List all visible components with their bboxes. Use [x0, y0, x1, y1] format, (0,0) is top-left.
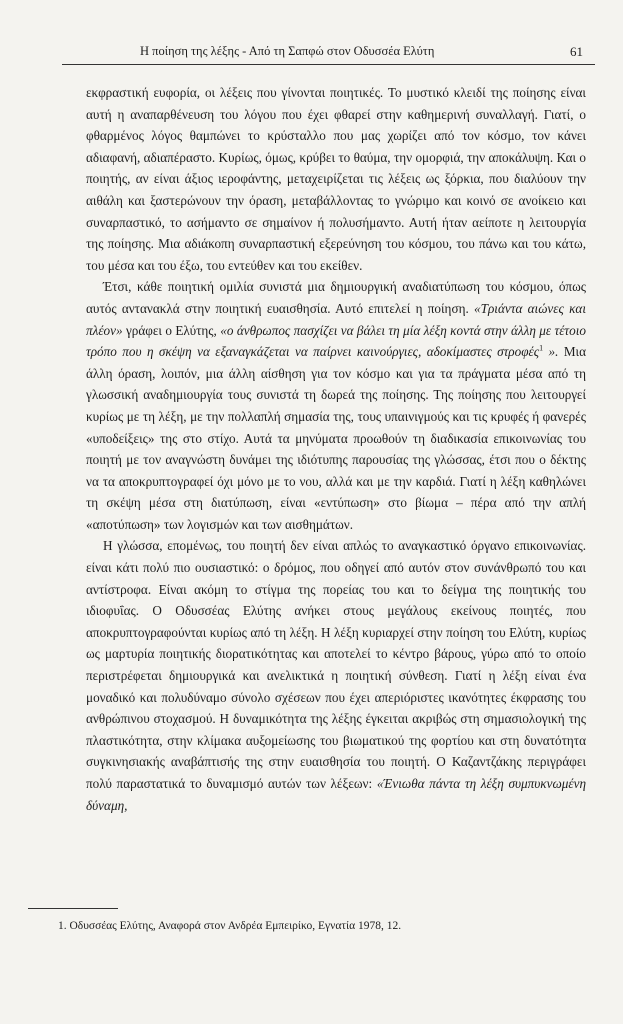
header-rule — [62, 64, 595, 65]
footnote-rule — [28, 908, 118, 909]
paragraph-text: εκφραστική ευφορία, οι λέξεις που γίνονται ποιητικές. Το μυστικό κλειδί της ποίησης είναι αυτή η αναπαρθένευση του λόγου που έχει φθαρεί στην καθημερινή συναλλαγή. Γιατί, ο φθαρμένος λόγος θαμπώνει το κρύσταλλο που μας χωρίζει από τον κόσμο, τον κάνει αδιαφανή, αδιαπέραστο. Κυρίως, όμως, κρύβει το θαύμα, την ομορφιά, την αποκάλυψη. Και ο ποιητής, αν είναι άξιος ιεροφάντης, μεταχειρίζεται τις λέξεις ως ξόρκια, που διαλύουν την αιθάλη και ξαστερώνουν την όραση, μεταβάλλοντας το γνώριμο και κοινό σε ανοίκειο και συναρπαστικό, το ασήμαντο σε σημαίνον ή πολυσήμαντο. Αυτή ήταν αείποτε η λειτουργία της ποίησης. Μια αδιάκοπη συναρπαστική εξερεύνηση του κόσμου, του πάνω και του κάτω, του μέσα και του έξω, του εντεύθεν και του εκείθεν. — [86, 85, 586, 273]
paragraph-3 — [86, 535, 586, 816]
quote-close: ». — [543, 344, 559, 360]
paragraph-text: γράφει ο Ελύτης, — [122, 322, 221, 338]
running-title: Η ποίηση της λέξης - Από τη Σαπφώ στον Οδυσσέα Ελύτη — [140, 44, 435, 58]
running-header — [0, 40, 623, 62]
paragraph-text: Έτσι, κάθε ποιητική ομιλία συνιστά μια δημιουργική αναδιατύπωση του κόσμου, όπως αυτός αντανακλά στην ποιητική ευαισθησία. Αυτό επιτελεί η ποίηση. — [86, 279, 586, 316]
footnote-marker: 1 — [539, 343, 544, 353]
footnote: 1. Οδυσσέας Ελύτης, Αναφορά στον Ανδρέα Εμπειρίκο, Εγνατία 1978, 12. — [58, 920, 402, 932]
paragraph-1 — [86, 82, 586, 276]
elytis-quote: «ο άνθρωπος πασχίζει να βάλει τη μία λέξη κοντά στην άλλη με τέτοιο τρόπο που η σκέψη να εξαναγκάζεται να παίρνει καινούργιες, αδοκίμαστες στροφές — [86, 322, 586, 360]
paragraph-text: Μια άλλη όραση, λοιπόν, μια άλλη αίσθηση για τον κόσμο και για τα πράγματα μέσα από τη γλωσσική αναδημιουργία τους συνιστά τη δωρεά της ποίησης. Της ποίησης που λειτουργεί κυρίως με τη λέξη, με την πολλαπλή σημασία της, τους υπαινιγμούς και τις κρυφές ή φανερές «υποδείξεις» της στο στίχο. Αυτά τα μηνύματα προωθούν τη διαδικασία επικοινωνίας του ποιητή με τον αναγνώστη δυνάμει της ιδιότυπης παρουσίας της γλώσσας, έτσι που ο δέκτης να τα αποκρυπτογραφεί όχι μόνο με το νου, αλλά και με την καρδιά. Γιατί η λέξη καθηλώνει τη σκέψη μέσα στη διατύπωση, είναι «εντύπωση» στο βίωμα – πέρα από την απλή «αποτύπωση» των λογισμών και των αισθημάτων. — [86, 344, 586, 532]
paragraph-text: Η γλώσσα, επομένως, του ποιητή δεν είναι απλώς το αναγκαστικό όργανο επικοινωνίας. είναι κάτι πολύ πιο ουσιαστικό: ο δρόμος, που οδηγεί από αυτόν στον συνάνθρωπό του και αντίστροφα. Είναι ακόμη το στίγμα της πορείας του και το δείγμα της ποιητικής του ιδιοφυΐας. Ο Οδυσσέας Ελύτης ανήκει στους μεγάλους εκείνους ποιητές, που αποκρυπτογραφούνται κυρίως από τη λέξη. Η λέξη κυριαρχεί στην ποίηση του Ελύτη, κυρίως ως μαρτυρία ποιητικής διορατικότητας και αποτελεί το κέντρο βάρους, γύρω από το οποίο περιστρέφεται δημιουργικά και ανελικτικά η ποιητική σύνθεση. Γιατί η λέξη είναι ένα μοναδικό και πολυδύναμο σύνολο σχέσεων που έχει απεριόριστες ικανότητες έκφρασης του ανθρώπινου στοχασμού. Η δυναμικότητα της λέξης έγκειται ακριβώς στη σημασιολογική της πλαστικότητα, στην κλίμακα αυξομείωσης του βιωματικού της φορτίου και στη δυνατότητα συγκινησιακής αναβάπτισής της στην ευαισθησία του ποιητή. Ο Καζαντζάκης περιγράφει πολύ παραστατικά το δυναμισμό αυτών των λέξεων: — [86, 538, 586, 791]
page-number: 61 — [570, 44, 583, 59]
paragraph-2 — [86, 276, 586, 535]
kazantzakis-quote: «Ένιωθα πάντα τη λέξη συμπυκνωμένη δύναμη, — [86, 776, 586, 813]
body-text — [86, 82, 586, 816]
quote-title: «Τριάντα αιώνες και πλέον» — [86, 300, 586, 338]
